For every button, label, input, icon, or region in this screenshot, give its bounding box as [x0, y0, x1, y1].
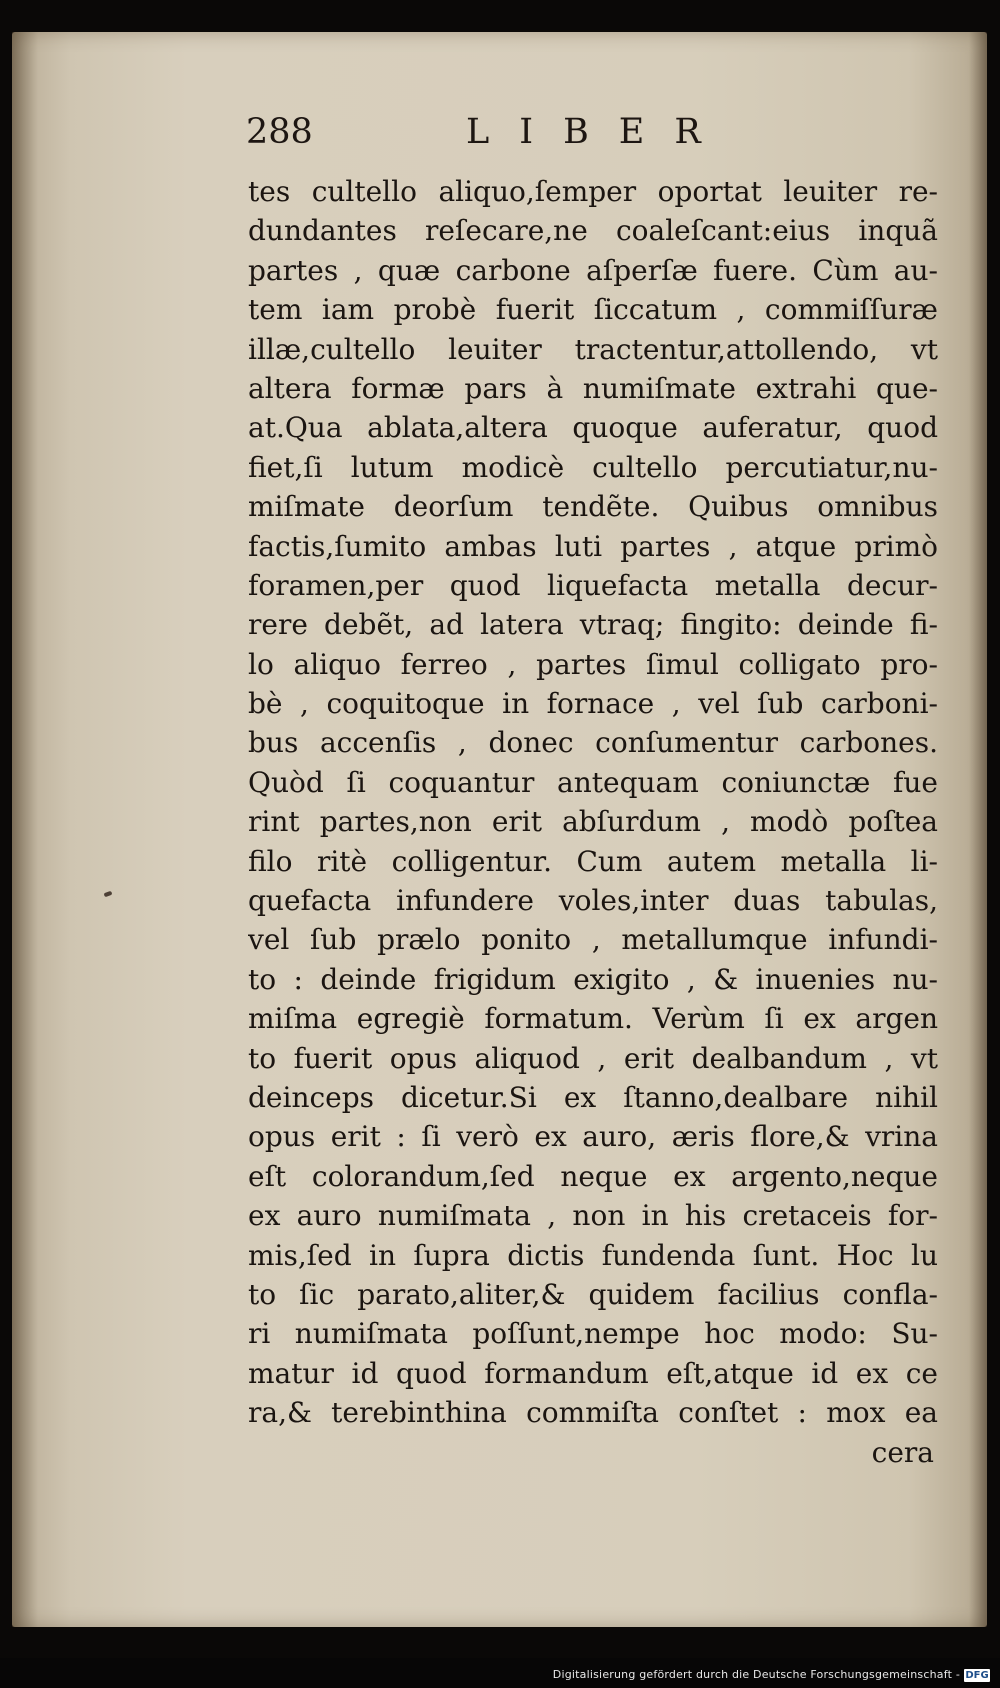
text-line: altera formæ pars à numiſmate extrahi que- [248, 371, 938, 405]
text-line: dundantes reſecare,ne coaleſcant:eius inquã [248, 214, 938, 248]
body-text [248, 172, 938, 1472]
text-line: bè , coquitoque in fornace , vel ſub carboni- [248, 687, 938, 721]
text-line: to fuerit opus aliquod , erit dealbandum , vt [248, 1041, 938, 1075]
text-line: foramen,per quod liquefacta metalla decur- [248, 568, 938, 602]
text-line: rint partes,non erit abſurdum , modò poſtea [248, 805, 938, 839]
text-line: mis,ſed in ſupra dictis fundenda ſunt. Hoc lu [248, 1238, 938, 1272]
text-line: tem iam probè fuerit ſiccatum , commiſſuræ [248, 293, 938, 327]
spine-shadow [12, 32, 38, 1627]
text-line: to ſic parato,aliter,& quidem facilius confla- [248, 1277, 938, 1311]
text-line: filo ritè colligentur. Cum autem metalla li- [248, 844, 938, 878]
text-line: tes cultello aliquo,ſemper oportat leuiter re- [248, 175, 938, 208]
text-line: ex auro numiſmata , non in his cretaceis for- [248, 1199, 938, 1233]
digitization-footer [0, 1658, 1000, 1688]
text-line: matur id quod formandum eſt,atque id ex ce [248, 1356, 938, 1390]
text-line: partes , quæ carbone aſperſæ fuere. Cùm au- [248, 253, 938, 287]
page-number: 288 [246, 112, 313, 152]
text-line: quefacta infundere voles,inter duas tabulas, [248, 884, 938, 918]
funding-credit: Digitalisierung gefördert durch die Deutsche Forschungsgemeinschaft - [552, 1668, 960, 1681]
running-head [246, 110, 946, 154]
text-line: illæ,cultello leuiter tractentur,attollendo, vt [248, 332, 938, 366]
text-line: bus accenſis , donec conſumentur carbones. [248, 726, 938, 760]
text-line: eſt colorandum,ſed neque ex argento,neque [248, 1159, 938, 1193]
text-line: ra,& terebinthina commiſta conſtet : mox ea [248, 1396, 938, 1430]
text-line: miſmate deorſum tendẽte. Quibus omnibus [248, 490, 938, 524]
text-line: miſma egregiè formatum. Verùm ſi ex argen [248, 1002, 938, 1036]
text-line: rere debẽt, ad latera vtraq; fingito: deinde fi- [248, 608, 938, 642]
text-line: vel ſub prælo ponito , metallumque infundi- [248, 923, 938, 957]
catchword: cera [871, 1435, 934, 1469]
text-line: opus erit : ſi verò ex auro, æris flore,& vrina [248, 1120, 938, 1154]
text-line: Quòd ſi coquantur antequam coniunctæ fue [248, 765, 938, 799]
text-line: deinceps dicetur.Si ex ſtanno,dealbare nihil [248, 1080, 938, 1114]
page-edge-shadow [969, 32, 987, 1627]
text-line: at.Qua ablata,altera quoque auferatur, quod [248, 411, 938, 445]
text-line: fiet,ſi lutum modicè cultello percutiatur,nu- [248, 450, 938, 484]
text-line: ri numiſmata poſſunt,nempe hoc modo: Su- [248, 1317, 938, 1351]
dfg-logo: DFG [965, 1670, 989, 1681]
text-line: to : deinde frigidum exigito , & inuenies nu- [248, 962, 938, 996]
text-line: lo aliquo ferreo , partes ſimul colligato pro- [248, 647, 938, 681]
running-title: LIBER [466, 112, 731, 152]
text-line: factis,ſumito ambas luti partes , atque primò [248, 529, 938, 563]
